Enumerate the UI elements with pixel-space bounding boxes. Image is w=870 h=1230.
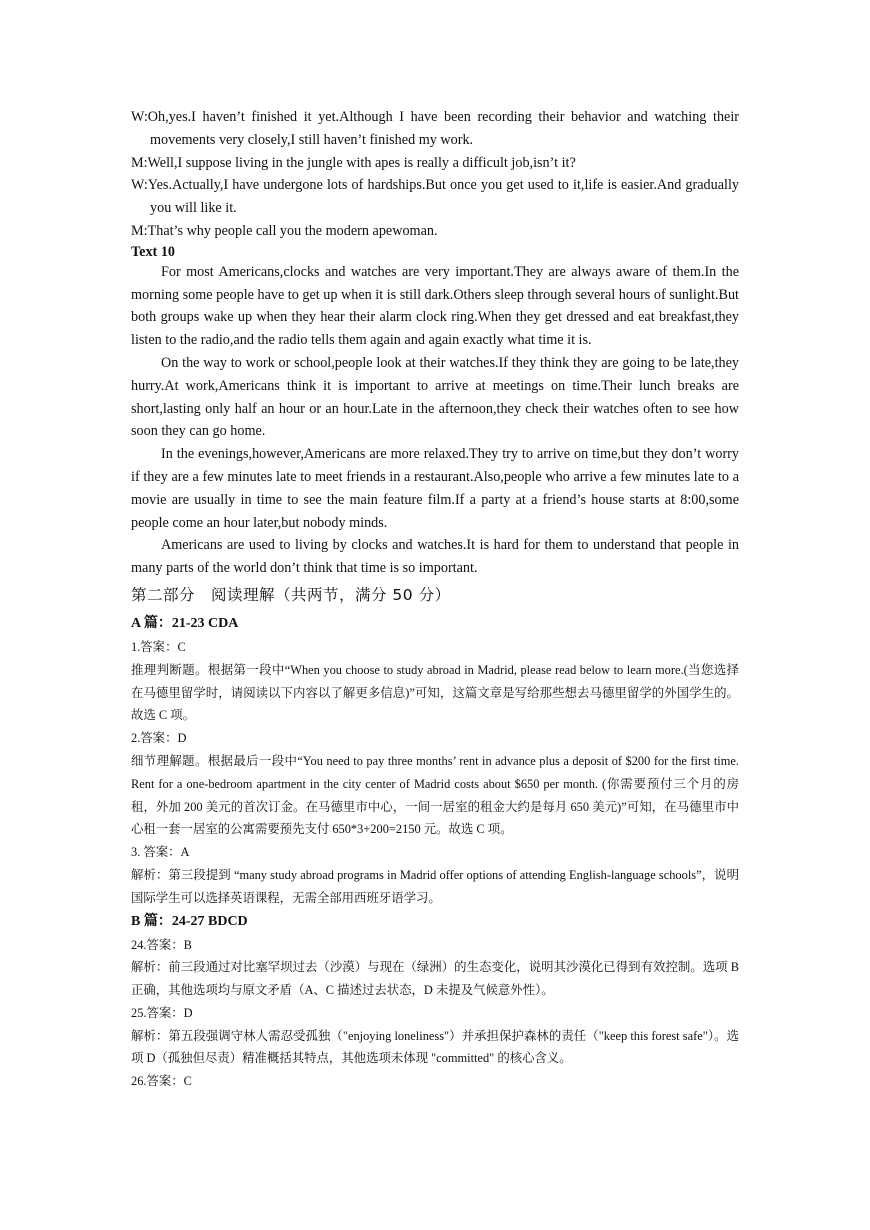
text10-paragraph: In the evenings,however,Americans are more relaxed.They try to arrive on time,but they don’t worry if they are a few minutes late to meet friends in a restaurant.Also,people who arrive a few minutes late to a movie are usually in time to see the main feature film.If a party at a friend’s house starts at 8:00,some people come an hour later,but nobody minds. <box>131 446 739 531</box>
explanation-line: 细节理解题。根据最后一段中“You need to pay three months’ rent in advance plus a deposit of $200 for the first time. Rent for a one-bedroom apartment in the city center of Madrid costs about $650 per month. (你需要预付三个月的房租，外加 200 美元的首次订金。在马德里市中心，一间一居室的租金大约是每月 650 美元)”可知，在马德里市中心租一套一居室的公寓需要预先支付 650*3+200=2150 元。故选 C 项。 <box>131 753 739 837</box>
dialog-line: W:Yes.Actually,I have undergone lots of hardships.But once you get used to it,life is easier.And gradually you will like it. <box>131 177 739 217</box>
explanation-line: 解析：第五段强调守林人需忍受孤独（"enjoying loneliness"）并承担保护森林的责任（"keep this forest safe"）。选项 D（孤独但尽责）精准概括其特点，其他选项未体现 "committed" 的核心含义。 <box>131 1028 739 1066</box>
text10-paragraph: Americans are used to living by clocks and watches.It is hard for them to understand that people in many parts of the world don’t think that time is so important. <box>131 537 739 577</box>
dialog-line: M:That’s why people call you the modern apewoman. <box>131 222 438 239</box>
section-a-heading: A 篇：21-23 CDA <box>131 615 239 631</box>
answer-line: 26.答案：C <box>131 1074 192 1089</box>
dialog-line: W:Oh,yes.I haven’t finished it yet.Although I have been recording their behavior and watching their movements very closely,I still haven’t finished my work. <box>131 109 739 148</box>
part2-title: 第二部分 阅读理解（共两节，满分 50 分） <box>131 585 451 604</box>
explanation-line: 解析：前三段通过对比塞罕坝过去（沙漠）与现在（绿洲）的生态变化，说明其沙漠化已得到有效控制。选项 B 正确，其他选项均与原文矛盾（A、C 描述过去状态，D 未提及气候意外性）。 <box>131 960 739 998</box>
text10-body <box>131 261 739 580</box>
dialog-line: M:Well,I suppose living in the jungle with apes is really a difficult job,isn’t it? <box>131 154 576 171</box>
answer-line: 24.答案：B <box>131 937 192 952</box>
answer-line: 3. 答案：A <box>131 845 190 860</box>
dialog-section <box>131 106 739 243</box>
text10-heading: Text 10 <box>131 243 176 260</box>
text10-paragraph: On the way to work or school,people look at their watches.If they think they are going to be late,they hurry.At work,Americans think it is important to arrive at meetings on time.Their lunch breaks are short,lasting only half an hour or an hour.Late in the afternoon,they check their watches often to see how soon they can go home. <box>131 354 739 440</box>
answer-line: 25.答案：D <box>131 1005 193 1020</box>
explanation-line: 推理判断题。根据第一段中“When you choose to study abroad in Madrid, please read below to learn more.(当您选择在马德里留学时，请阅读以下内容以了解更多信息)”可知，这篇文章是写给那些想去马德里留学的外国学生的。故选 C 项。 <box>131 662 739 723</box>
text10-paragraph: For most Americans,clocks and watches are very important.They are always aware of them.In the morning some people have to get up when it is still dark.Others sleep through several hours of sunlight.But both groups wake up when they hear their alarm clock ring.When they get dressed and eat breakfast,they listen to the radio,and the radio tells them again and again exactly what time it is. <box>131 263 739 349</box>
section-b <box>131 910 739 1094</box>
section-a <box>131 612 739 910</box>
explanation-line: 解析：第三段提到 “many study abroad programs in Madrid offer options of attending English-language schools”，说明国际学生可以选择英语课程，无需全部用西班牙语学习。 <box>131 867 739 905</box>
section-b-heading: B 篇：24-27 BDCD <box>131 913 248 929</box>
answer-line: 1.答案：C <box>131 639 186 654</box>
answer-line: 2.答案：D <box>131 731 187 746</box>
document-page <box>131 106 739 1093</box>
